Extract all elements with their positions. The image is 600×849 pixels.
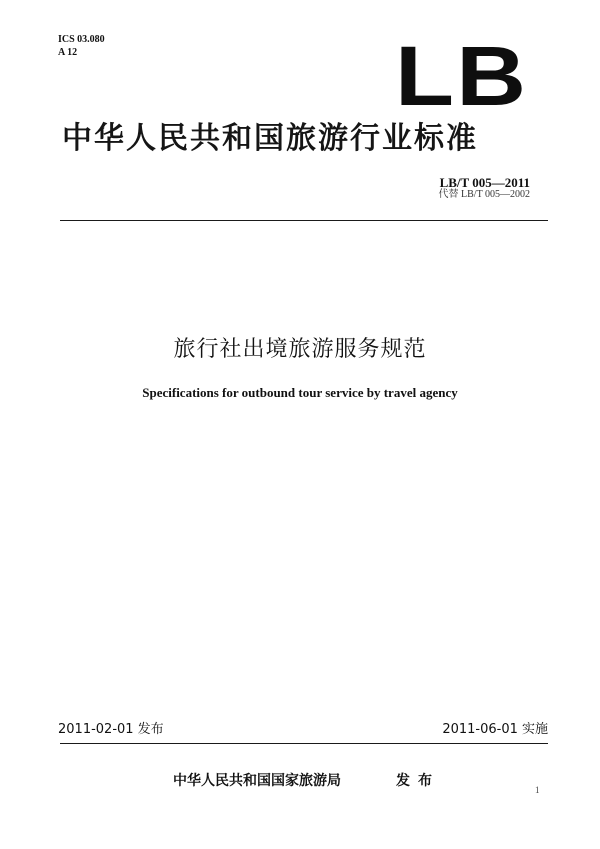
category-code: A 12 <box>58 47 78 58</box>
document-title-chinese: 旅行社出境旅游服务规范 <box>173 337 427 362</box>
bottom-divider <box>60 743 548 744</box>
publish-label: 发布 <box>396 773 440 789</box>
replaces-note: 代替 LB/T 005—2002 <box>438 189 530 200</box>
publisher-name: 中华人民共和国国家旅游局 <box>173 773 341 789</box>
standard-number: LB/T 005—2011 <box>439 175 530 190</box>
page-number: 1 <box>535 785 540 795</box>
implementation-date: 2011-06-01 实施 <box>442 722 548 737</box>
issue-date: 2011-02-01 发布 <box>58 722 164 737</box>
standard-title: 中华人民共和国旅游行业标准 <box>62 121 478 156</box>
top-divider <box>60 220 548 221</box>
ics-code: ICS 03.080 <box>58 34 105 45</box>
lb-logo: LB <box>395 29 529 123</box>
document-title-english: Specifications for outbound tour service by travel agency <box>142 385 458 400</box>
